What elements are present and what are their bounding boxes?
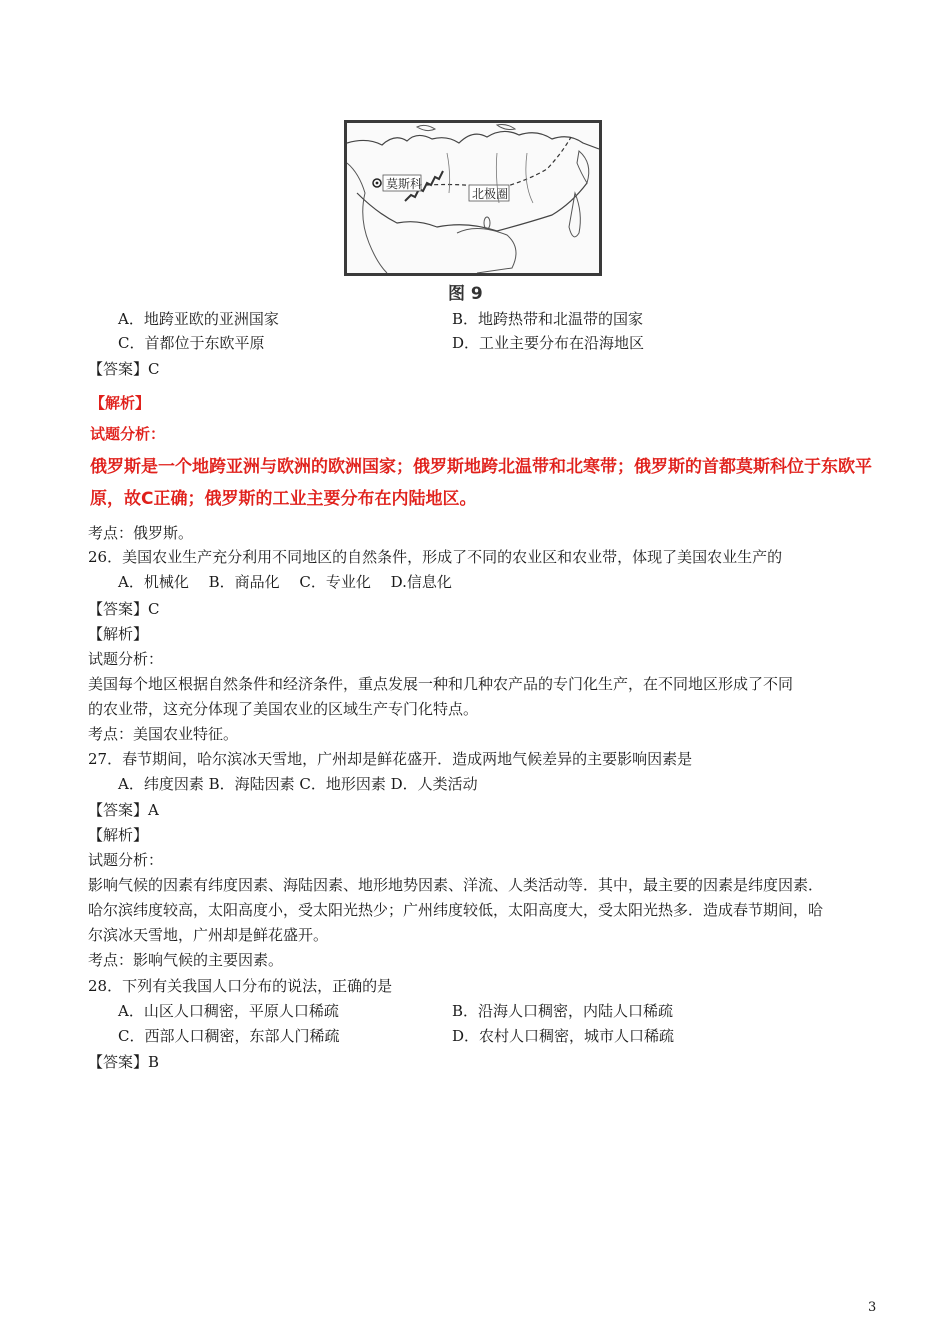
q26-stem: 26．美国农业生产充分利用不同地区的自然条件，形成了不同的农业区和农业带，体现了美国农业生产的 <box>88 548 783 566</box>
q27-analysis-line-3: 尔滨冰天雪地，广州却是鲜花盛开。 <box>88 926 329 944</box>
q27-point: 考点：影响气候的主要因素。 <box>88 951 284 969</box>
q25-option-a: A．地跨亚欧的亚洲国家 <box>118 310 279 328</box>
q25-option-d: D．工业主要分布在沿海地区 <box>452 334 645 352</box>
map-kamchatka <box>577 151 589 183</box>
q27-options: A．纬度因素 B．海陆因素 C．地形因素 D．人类活动 <box>118 775 478 793</box>
q26-answer: 【答案】C <box>88 600 160 618</box>
q28-option-d: D．农村人口稠密，城市人口稀疏 <box>452 1027 675 1045</box>
russia-map-figure <box>344 120 602 276</box>
q27-analysis-line-1: 影响气候的因素有纬度因素、海陆因素、地形地势因素、洋流、人类活动等．其中，最主要的因素是纬度因素． <box>88 876 824 894</box>
map-europe-west <box>347 163 387 273</box>
arctic-circle-label: 北极圈 <box>472 187 509 201</box>
q25-answer: 【答案】C <box>88 360 160 378</box>
q26-analysis-line-2: 的农业带，这充分体现了美国农业的区域生产专门化特点。 <box>88 700 479 718</box>
moscow-label: 莫斯科 <box>386 177 423 191</box>
q27-analysis-subheading: 试题分析： <box>88 851 164 869</box>
q27-stem: 27．春节期间，哈尔滨冰天雪地，广州却是鲜花盛开．造成两地气候差异的主要影响因素是 <box>88 750 693 768</box>
q25-option-c: C．首都位于东欧平原 <box>118 334 265 352</box>
q25-analysis-line-2: 原，故C正确；俄罗斯的工业主要分布在内陆地区。 <box>90 489 477 509</box>
q25-option-b: B．地跨热带和北温带的国家 <box>452 310 644 328</box>
q25-analysis-subheading: 试题分析： <box>90 425 166 443</box>
q25-analysis-heading: 【解析】 <box>90 394 151 412</box>
q28-option-c: C．西部人口稠密，东部人门稀疏 <box>118 1027 340 1045</box>
q26-analysis-subheading: 试题分析： <box>88 650 164 668</box>
page-number: 3 <box>868 1300 877 1315</box>
q25-point: 考点：俄罗斯。 <box>88 524 194 542</box>
lake <box>484 217 490 229</box>
q27-analysis-line-2: 哈尔滨纬度较高，太阳高度小，受太阳光热少；广州纬度较低，太阳高度大，受太阳光热多．造成春节期间，哈 <box>88 901 824 919</box>
q25-analysis-line-1: 俄罗斯是一个地跨亚洲与欧洲的欧洲国家；俄罗斯地跨北温带和北寒带；俄罗斯的首都莫斯科位于东欧平 <box>90 457 872 477</box>
q26-analysis-line-1: 美国每个地区根据自然条件和经济条件，重点发展一种和几种农产品的专门化生产，在不同地区形成了不同 <box>88 675 794 693</box>
map-coastline <box>347 131 599 149</box>
map-china-outline <box>457 228 516 273</box>
russia-map <box>347 123 599 273</box>
map-japan <box>569 193 580 237</box>
q28-option-a: A．山区人口稠密，平原人口稀疏 <box>118 1002 339 1020</box>
q27-answer: 【答案】A <box>88 801 159 819</box>
q26-analysis-heading: 【解析】 <box>88 625 149 643</box>
q28-answer: 【答案】B <box>88 1053 160 1071</box>
q28-option-b: B．沿海人口稠密，内陆人口稀疏 <box>452 1002 674 1020</box>
q28-stem: 28．下列有关我国人口分布的说法，正确的是 <box>88 977 393 995</box>
figure-caption: 图 9 <box>448 284 483 304</box>
q26-options: A．机械化 B．商品化 C．专业化 D.信息化 <box>118 573 452 591</box>
map-north-islands <box>417 125 515 131</box>
q27-analysis-heading: 【解析】 <box>88 826 149 844</box>
q26-point: 考点：美国农业特征。 <box>88 725 239 743</box>
